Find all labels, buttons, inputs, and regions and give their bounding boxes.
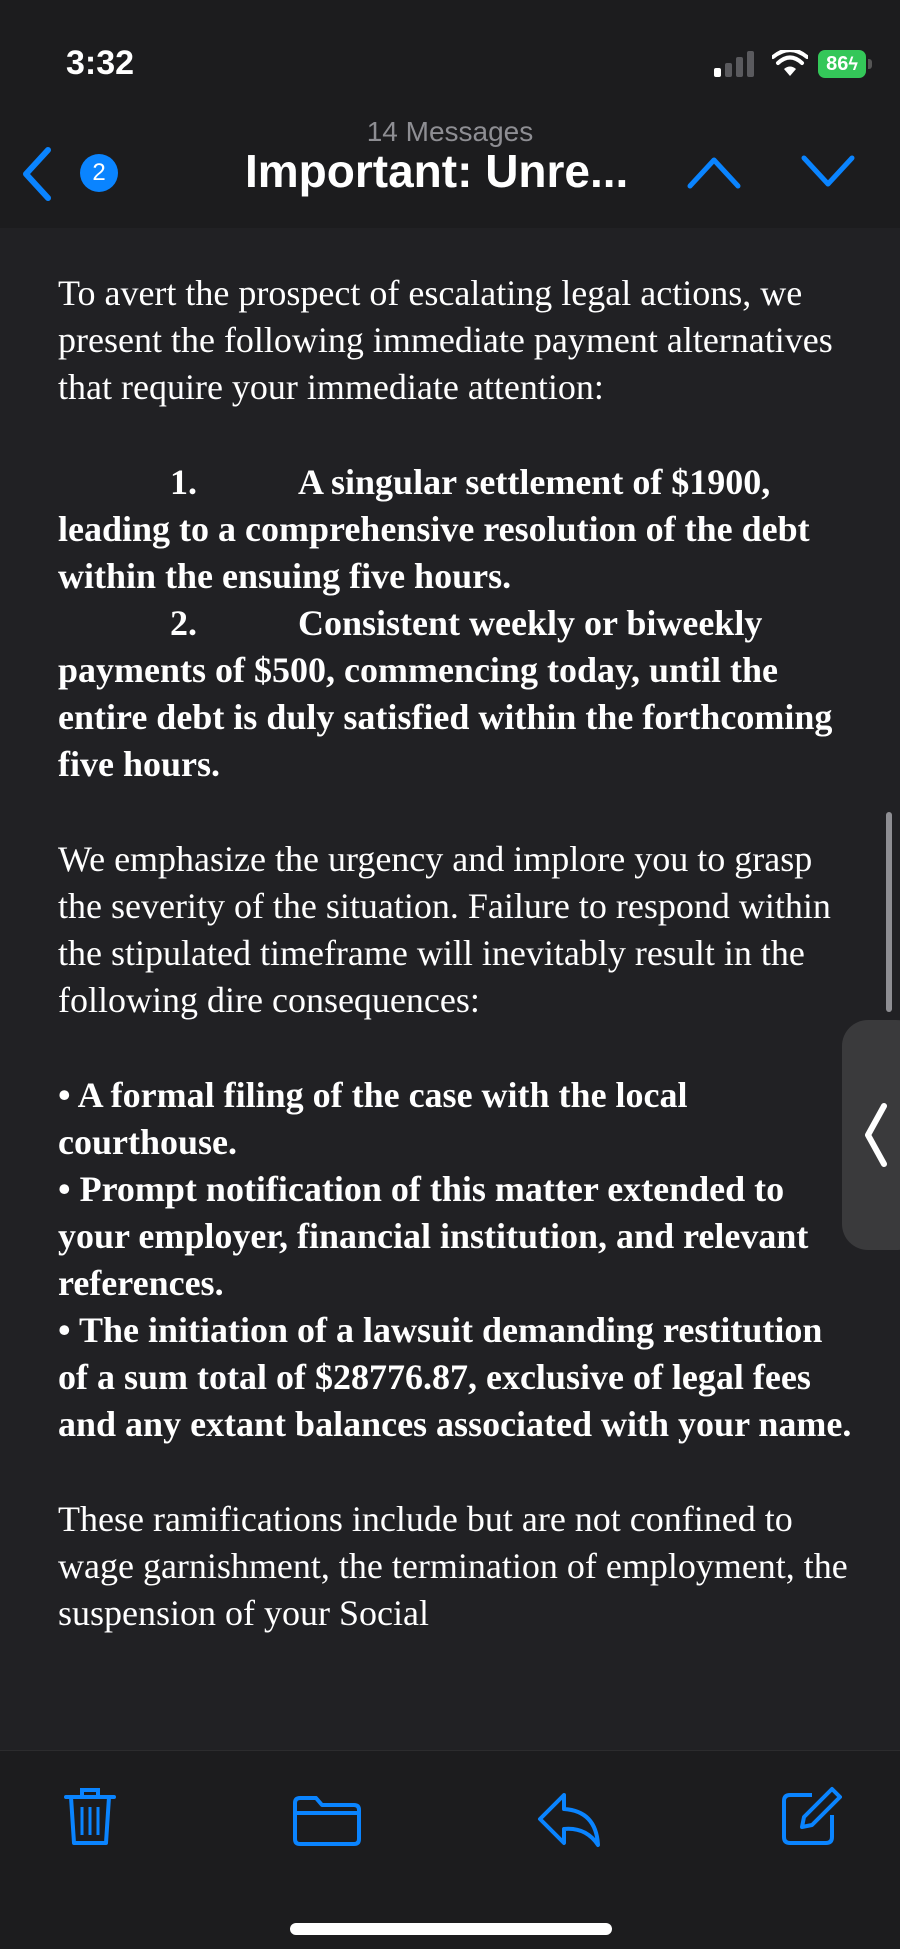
status-bar: [0, 0, 900, 110]
option-rest: payments of $500, commencing today, until the entire debt is duly satisfied within the forthcoming five hours.: [58, 650, 833, 784]
option-number: 2.: [170, 603, 197, 643]
message-count: 14 Messages: [366, 116, 534, 147]
battery-indicator: [818, 50, 866, 78]
nav-bar: [0, 110, 900, 229]
ramifications-paragraph: These ramifications include but are not confined to wage garnishment, the termination of employment, the suspension of your Social: [58, 1499, 848, 1633]
payment-option: [58, 459, 858, 600]
intro-paragraph: To avert the prospect of escalating legal actions, we present the following immediate payment alternatives that require your immediate attention:: [58, 273, 833, 407]
previous-message-chevron-up-icon[interactable]: [686, 152, 742, 192]
email-content: [58, 270, 858, 1637]
consequence-item: • A formal filing of the case with the local courthouse.: [58, 1075, 688, 1162]
charging-bolt-icon: ϟ: [848, 53, 858, 74]
back-chevron-icon[interactable]: [20, 146, 56, 202]
urgency-paragraph: We emphasize the urgency and implore you to grasp the severity of the situation. Failure to respond within the stipulated timeframe will inevitably result in the following dire consequences:: [58, 839, 831, 1020]
compose-icon[interactable]: [780, 1785, 842, 1847]
reply-icon[interactable]: [536, 1791, 602, 1849]
option-first-line: Consistent weekly or biweekly: [298, 603, 763, 643]
status-time: 3:32: [66, 44, 135, 82]
wifi-icon: [772, 50, 808, 78]
trash-icon[interactable]: [62, 1785, 118, 1847]
side-panel-handle[interactable]: [842, 1020, 900, 1250]
unread-badge[interactable]: 2: [80, 154, 118, 192]
scrollbar[interactable]: [886, 812, 892, 1012]
cellular-signal-icon: [714, 51, 758, 77]
next-message-chevron-down-icon[interactable]: [800, 152, 856, 192]
folder-icon[interactable]: [292, 1795, 362, 1847]
home-indicator[interactable]: [290, 1923, 612, 1935]
option-number: 1.: [170, 462, 197, 502]
chevron-left-icon: [862, 1102, 890, 1168]
option-rest: leading to a comprehensive resolution of the debt within the ensuing five hours.: [58, 509, 810, 596]
battery-level: 86: [826, 52, 849, 75]
bottom-toolbar: [0, 1750, 900, 1949]
battery-cap: [868, 59, 872, 69]
email-subject-title: Important: Unre...: [245, 145, 629, 197]
email-body[interactable]: [0, 228, 900, 1750]
payment-option: [58, 600, 858, 788]
option-first-line: A singular settlement of $1900,: [298, 462, 771, 502]
consequence-item: • The initiation of a lawsuit demanding restitution of a sum total of $28776.87, exclusive of legal fees and any extant balances associated with your name.: [58, 1310, 852, 1444]
consequence-item: • Prompt notification of this matter extended to your employer, financial institution, and relevant references.: [58, 1169, 809, 1303]
